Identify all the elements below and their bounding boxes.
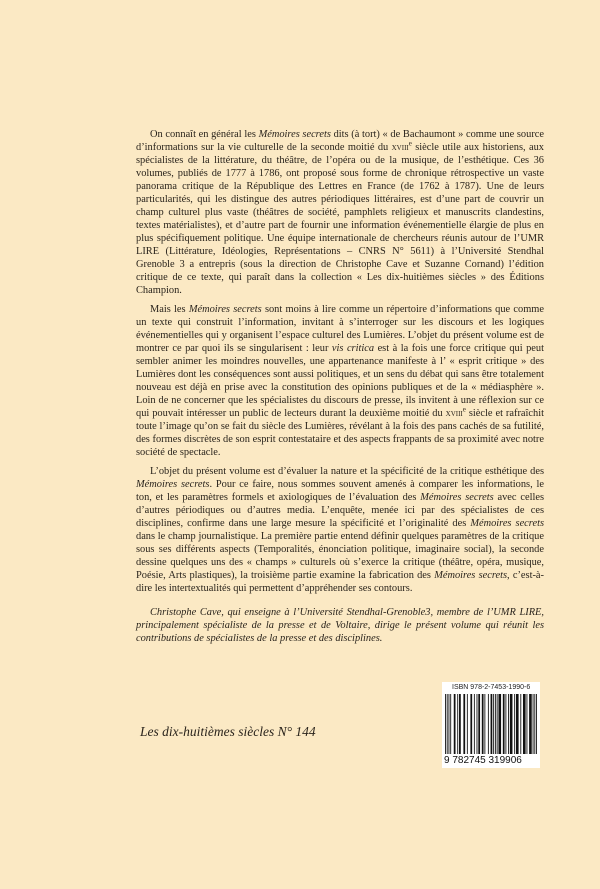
- barcode-bars: [444, 694, 538, 754]
- barcode-bar: [508, 694, 509, 754]
- superscript: e: [408, 139, 412, 148]
- barcode-bar: [495, 694, 496, 754]
- barcode-bar: [488, 694, 489, 754]
- barcode-bar: [467, 694, 468, 754]
- barcode-bar: [529, 694, 532, 754]
- text-run: siècle utile aux historiens, aux spécialistes de la littérature, du théâtre, de l’opéra ou de la musique, de l’esthétique. Ces 36 volumes, publiés de 1777 à 1786, ont proposé sous forme de chronique rétrospective un vaste panorama critique de la République des Lettres en France (de 1762 à 1787). Une de leurs particularités, qui les distingue des autres périodiques littéraires, est d’une part de couvrir un champ culturel plus vaste (théâtres de société, pamphlets religieux et manuscrits clandestins, textes matérialistes), et d’autre part de fournir une information événementielle élargie de plus en plus spécifiquement politique. Une équipe internationale de chercheurs réunis autour de l’UMR LIRE (Littérature, Idéologies, Représentations – CNRS N° 5611) à l’Université Stendhal Grenoble 3 a entrepris (sous la direction de Christophe Cave et Suzanne Cornand) l’édition critique de ce texte, qui paraît dans la collection « Les dix-huitièmes siècles » des Éditions Champion.: [136, 142, 544, 296]
- barcode-bar: [526, 694, 527, 754]
- text-run: On connaît en général les: [150, 129, 259, 140]
- ean-digits: 9 782745 319906: [444, 755, 522, 766]
- barcode-bar: [477, 694, 478, 754]
- text-run: est à la fois une force critique qui peut sembler animer les moindres nouvelles, une appartenance manifeste à l’ « esprit critique » des Lumières dont les conséquences sont aussi politiques, et un sens du débat qui sans être totalement nouveau est déjà en prise avec la constitution des opinions publiques et de la « médiasphère ». Loin de ne concerner que les spécialistes du discours de presse, ils invitent à une réflexion sur ce qui pouvait intéresser un public de lecteurs durant la deuxième moitié du: [136, 343, 544, 419]
- barcode-bar: [493, 694, 494, 754]
- blurb-paragraph-2: [136, 303, 544, 459]
- barcode-bar: [516, 694, 519, 754]
- series-label: Les dix-huitièmes siècles N° 144: [140, 724, 316, 739]
- italic-title: vis critica: [331, 343, 375, 354]
- barcode-bar: [510, 694, 513, 754]
- text-run: L’objet du présent volume est d’évaluer la nature et la spécificité de la critique esthétique des: [150, 466, 544, 477]
- barcode-bar: [457, 694, 458, 754]
- century-numeral: xviii: [445, 408, 463, 419]
- barcode-bar: [454, 694, 456, 754]
- blurb-paragraph-3: [136, 465, 544, 595]
- text-run: sont moins à lire comme un répertoire d’informations que comme un texte qui construit l’information, invitant à s’interroger sur les discours et les logiques événementielles qui y organisent l’espace culturel des Lumières. L’objet du présent volume est de montrer ce par quoi ils se singularisent : leur: [136, 304, 544, 354]
- superscript: e: [462, 405, 466, 414]
- italic-title: Mémoires secrets: [420, 492, 494, 503]
- barcode-bar: [491, 694, 493, 754]
- text-run: . Pour ce faire, nous sommes souvent amenés à comparer les informations, le ton, et les paramètres formels et axiologiques de l’évaluation des: [136, 479, 545, 503]
- author-note: Christophe Cave, qui enseigne à l’Université Stendhal-Grenoble3, membre de l’UMR LIRE, principalement spécialiste de la presse et de Voltaire, dirige le présent volume qui réunit les contributions de spécialistes de la presse et des disciplines.: [136, 607, 544, 644]
- barcode-bar: [533, 694, 534, 754]
- barcode-bar: [514, 694, 515, 754]
- text-run: dans le champ journalistique. La première partie entend définir quelques paramètres de la critique sous ses différents aspects (Temporalités, énonciation politique, imaginaire social), la seconde dessine quelques uns des « champs » culturels où s’exerce la critique (théâtre, opéra, musique, Poésie, Arts plastiques), la troisième partie examine la fabrication des: [136, 531, 544, 581]
- barcode-bar: [505, 694, 506, 754]
- italic-title: Mémoires secrets: [470, 518, 544, 529]
- barcode-bar: [523, 694, 526, 754]
- text-run: dits (à tort) « de Bachaumont » comme une source d’informations sur la vie culturelle de la seconde moitié du: [136, 129, 545, 153]
- barcode-bar: [503, 694, 505, 754]
- barcode-bar: [445, 694, 446, 754]
- barcode-bar: [482, 694, 484, 754]
- blurb-text: [136, 128, 544, 601]
- barcode-bar: [449, 694, 450, 754]
- italic-title: Mémoires secrets: [434, 570, 508, 581]
- barcode-bar: [447, 694, 448, 754]
- italic-title: Mémoires secrets: [136, 479, 210, 490]
- barcode-bar: [463, 694, 465, 754]
- barcode-bar: [520, 694, 521, 754]
- barcode-bar: [450, 694, 451, 754]
- blurb-paragraph-1: [136, 128, 544, 297]
- text-run: Mais les: [150, 304, 189, 315]
- barcode-bar: [478, 694, 480, 754]
- italic-title: Mémoires secrets: [258, 129, 331, 140]
- text-run: avec celles d’autres périodiques ou d’autres media. L’enquête, menée ici par des spécialistes de ces disciplines, confirme dans une large mesure la spécificité et l’originalité des: [136, 492, 544, 529]
- barcode-bar: [470, 694, 472, 754]
- barcode-bar: [459, 694, 461, 754]
- isbn-label: ISBN 978-2-7453-1990-6: [452, 684, 531, 691]
- text-run: , c’est-à-dire les intertextualités qui permettent d’appréhender ses contours.: [136, 570, 545, 594]
- italic-title: Mémoires secrets: [188, 304, 262, 315]
- century-numeral: xviii: [391, 142, 409, 153]
- barcode-bar: [534, 694, 535, 754]
- barcode-bar: [536, 694, 537, 754]
- barcode-bar: [474, 694, 475, 754]
- barcode-bar: [484, 694, 485, 754]
- barcode-bar: [498, 694, 501, 754]
- barcode-bar: [497, 694, 498, 754]
- text-run: siècle et rafraîchit toute l’image qu’on se fait du siècle des Lumières, révélant à la fois des pans cachés de sa futilité, des formes discrètes de son esprit contestataire et des aspects frappants de sa proximité avec notre société de spectacle.: [136, 408, 544, 458]
